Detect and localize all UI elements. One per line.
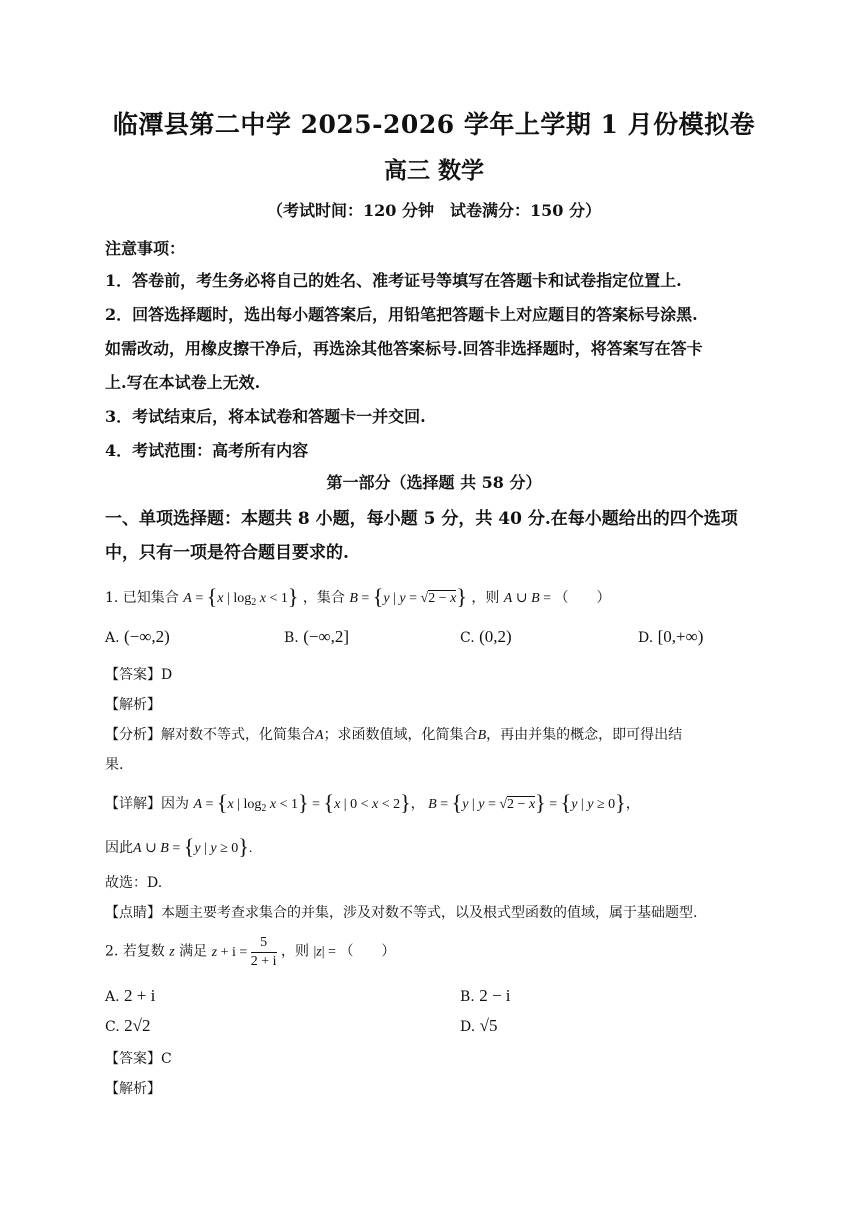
- q2-option-c: C. 2√2: [105, 1016, 151, 1035]
- section-heading-line1: 一、单项选择题：本题共 8 小题，每小题 5 分，共 40 分.在每小题给出的四个选项: [105, 509, 738, 529]
- q1-option-d: D. [0,+∞): [638, 627, 704, 646]
- notice-item-2-line2: 如需改动，用橡皮擦干净后，再选涂其他答案标号.回答非选择题时，将答案写在答卡: [105, 339, 703, 358]
- q1-option-c: C. (0,2): [460, 627, 512, 646]
- q1-mid: ，集合: [302, 590, 345, 606]
- q1-prefix: 1. 已知集合: [105, 590, 179, 606]
- section-heading-line2: 中，只有一项是符合题目要求的.: [105, 543, 349, 563]
- q2-option-a: A. 2 + i: [105, 986, 156, 1005]
- q1-option-b: B. (−∞,2]: [284, 627, 349, 646]
- notice-item-2-line3: 上.写在本试卷上无效.: [105, 373, 261, 392]
- q1-choice: 故选：D.: [105, 875, 163, 891]
- notice-heading: 注意事项：: [105, 239, 186, 258]
- notice-item-4: 4．考试范围：高考所有内容: [105, 441, 309, 460]
- q1-conclusion: 因此A ∪ B = {y | y ≥ 0}.: [105, 834, 253, 859]
- question-2-stem: 2. 若复数 z 满足 z + i = $\frac{5}{2 + i}$ ，则 |z| = （ ）: [105, 935, 396, 969]
- notice-item-1: 1．答卷前，考生务必将自己的姓名、准考证号等填写在答题卡和试卷指定位置上.: [105, 271, 682, 290]
- q1-comment: 【点睛】本题主要考查求集合的并集，涉及对数不等式，以及根式型函数的值域，属于基础题型.: [105, 905, 698, 921]
- set-a-definition: A = {x | $\log_2 x < 1$}: [183, 584, 299, 609]
- notice-item-2-line1: 2．回答选择题时，选出每小题答案后，用铅笔把答题卡上对应题目的答案标号涂黑.: [105, 305, 698, 324]
- q1-analysis-end: 果.: [105, 757, 124, 773]
- notice-item-3: 3．考试结束后，将本试卷和答题卡一并交回.: [105, 407, 426, 426]
- question-1-stem: [105, 584, 611, 610]
- q1-analysis-label: 【解析】: [105, 697, 161, 713]
- q2-answer: 【答案】C: [105, 1051, 172, 1067]
- q1-detail: 【详解】因为 A = {x | $\log_2 x < 1\} = \{x$ | 0 < x < 2}， B = {y | y = √2 − x} = {y | y ≥ 0}，: [105, 790, 640, 815]
- exam-subtitle: 高三 数学: [383, 157, 484, 184]
- q2-analysis-label: 【解析】: [105, 1081, 161, 1097]
- part1-heading: 第一部分（选择题 共 58 分）: [326, 473, 542, 492]
- q2-option-b: B. 2 − i: [460, 986, 511, 1005]
- q1-analysis: 【分析】解对数不等式，化简集合A；求函数值域，化简集合B，再由并集的概念，即可得出结: [105, 727, 683, 743]
- union-expression: A ∪ B =: [503, 591, 555, 606]
- q1-suffix: ，则: [471, 590, 500, 606]
- exam-info: （考试时间：120 分钟 试卷满分：150 分）: [267, 201, 601, 220]
- q1-option-a: A. (−∞,2): [105, 627, 170, 646]
- exam-title: 临潭县第二中学 2025-2026 学年上学期 1 月份模拟卷: [112, 110, 756, 139]
- set-b-definition: B = {y | y = √2 − x}: [349, 584, 467, 609]
- q2-option-d: D. √5: [460, 1016, 498, 1035]
- q1-answer: 【答案】D: [105, 667, 173, 683]
- q1-blank: （ ）: [554, 590, 611, 606]
